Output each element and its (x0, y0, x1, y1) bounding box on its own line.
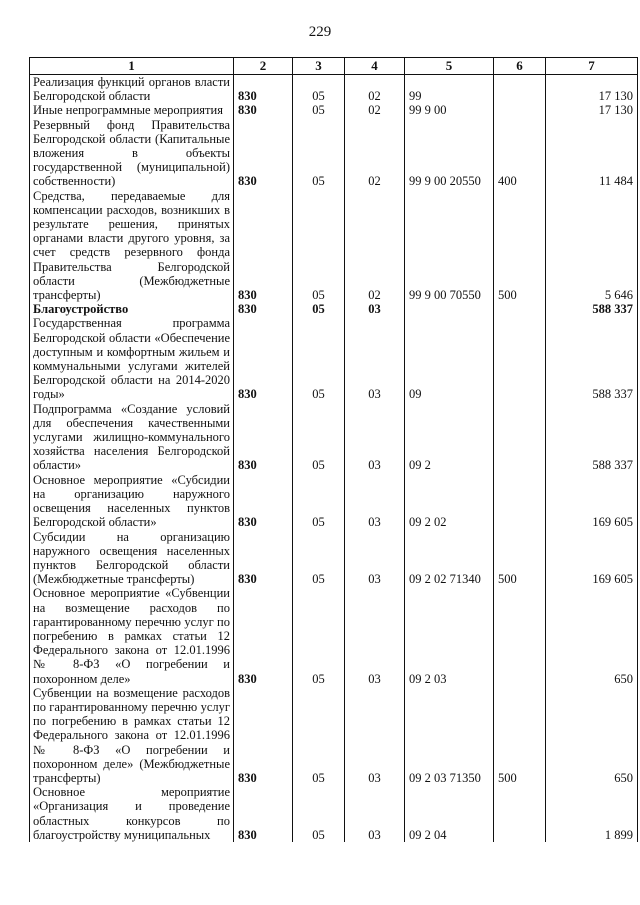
row-section: 05 (293, 586, 345, 685)
row-target-article: 99 9 00 (405, 103, 494, 117)
row-section: 05 (293, 686, 345, 785)
row-expense-type (494, 586, 546, 685)
row-subsection: 02 (345, 118, 405, 189)
row-ministry-code: 830 (234, 118, 293, 189)
row-subsection: 02 (345, 75, 405, 104)
row-amount: 17 130 (546, 103, 638, 117)
row-section: 05 (293, 530, 345, 587)
row-amount: 1 899 (546, 785, 638, 842)
table-row (30, 473, 638, 530)
row-expense-type (494, 402, 546, 473)
table-row (30, 586, 638, 685)
row-section: 05 (293, 75, 345, 104)
column-header: 5 (405, 58, 494, 75)
row-section: 05 (293, 103, 345, 117)
row-subsection: 03 (345, 473, 405, 530)
budget-table (29, 57, 638, 842)
row-target-article: 09 2 03 71350 (405, 686, 494, 785)
row-amount: 169 605 (546, 473, 638, 530)
row-ministry-code: 830 (234, 686, 293, 785)
row-description: Основное мероприятие «Субсидии на организацию наружного освещения населенных пунктов Белгородской области» (30, 473, 234, 530)
row-amount: 17 130 (546, 75, 638, 104)
row-description: Подпрограмма «Создание условий для обеспечения качественными услугами жилищно-коммунального хозяйства населения Белгородской области» (30, 402, 234, 473)
row-expense-type (494, 302, 546, 316)
row-expense-type (494, 103, 546, 117)
row-section: 05 (293, 473, 345, 530)
column-header: 7 (546, 58, 638, 75)
row-ministry-code: 830 (234, 473, 293, 530)
table-row (30, 530, 638, 587)
column-header: 2 (234, 58, 293, 75)
row-expense-type: 500 (494, 530, 546, 587)
page-number: 229 (308, 24, 332, 40)
table-row (30, 103, 638, 117)
row-subsection: 02 (345, 103, 405, 117)
row-description: Государственная программа Белгородской области «Обеспечение доступным и комфортным жильем и коммунальными услугами жителей Белгородской области на 2014-2020 годы» (30, 316, 234, 401)
row-target-article (405, 302, 494, 316)
row-description: Субсидии на организацию наружного освещения населенных пунктов Белгородской области (Межбюджетные трансферты) (30, 530, 234, 587)
row-subsection: 02 (345, 189, 405, 303)
table-row (30, 686, 638, 785)
row-target-article: 09 2 02 (405, 473, 494, 530)
row-description: Субвенции на возмещение расходов по гарантированному перечню услуг по погребению в рамках статьи 12 Федерального закона от 12.01.1996 № 8-ФЗ «О погребении и похоронном деле» (Межбюджетные трансферты) (30, 686, 234, 785)
row-subsection: 03 (345, 686, 405, 785)
row-section: 05 (293, 785, 345, 842)
column-header: 1 (30, 58, 234, 75)
row-expense-type (494, 316, 546, 401)
row-ministry-code: 830 (234, 402, 293, 473)
row-ministry-code: 830 (234, 103, 293, 117)
row-amount: 588 337 (546, 316, 638, 401)
row-subsection: 03 (345, 785, 405, 842)
row-target-article: 09 2 03 (405, 586, 494, 685)
row-expense-type (494, 473, 546, 530)
row-description: Реализация функций органов власти Белгородской области (30, 75, 234, 104)
row-target-article: 99 9 00 70550 (405, 189, 494, 303)
row-amount: 650 (546, 586, 638, 685)
row-amount: 169 605 (546, 530, 638, 587)
row-subsection: 03 (345, 530, 405, 587)
row-target-article: 99 (405, 75, 494, 104)
row-description: Основное мероприятие «Организация и проведение областных конкурсов по благоустройству муниципальных (30, 785, 234, 842)
row-ministry-code: 830 (234, 189, 293, 303)
row-expense-type: 400 (494, 118, 546, 189)
row-amount: 11 484 (546, 118, 638, 189)
row-ministry-code: 830 (234, 316, 293, 401)
row-subsection: 03 (345, 402, 405, 473)
row-ministry-code: 830 (234, 302, 293, 316)
row-description: Основное мероприятие «Субвенции на возмещение расходов по гарантированному перечню услуг по погребению в рамках статьи 12 Федерального закона от 12.01.1996 № 8-ФЗ «О погребении и похоронном деле» (30, 586, 234, 685)
row-expense-type (494, 785, 546, 842)
table-row (30, 75, 638, 104)
row-section: 05 (293, 189, 345, 303)
table-row (30, 189, 638, 303)
row-expense-type (494, 75, 546, 104)
row-amount: 588 337 (546, 402, 638, 473)
row-description: Резервный фонд Правительства Белгородской области (Капитальные вложения в объекты государственной (муниципальной) собственности) (30, 118, 234, 189)
row-ministry-code: 830 (234, 586, 293, 685)
row-expense-type: 500 (494, 686, 546, 785)
row-subsection: 03 (345, 302, 405, 316)
row-section: 05 (293, 302, 345, 316)
row-section: 05 (293, 118, 345, 189)
row-target-article: 99 9 00 20550 (405, 118, 494, 189)
table-row (30, 302, 638, 316)
row-section: 05 (293, 316, 345, 401)
row-target-article: 09 2 (405, 402, 494, 473)
row-ministry-code: 830 (234, 530, 293, 587)
row-expense-type: 500 (494, 189, 546, 303)
table-row (30, 316, 638, 401)
row-description: Благоустройство (30, 302, 234, 316)
table-row (30, 402, 638, 473)
row-subsection: 03 (345, 316, 405, 401)
row-ministry-code: 830 (234, 785, 293, 842)
row-description: Средства, передаваемые для компенсации расходов, возникших в результате решения, принятых органами власти другого уровня, за счет средств резервного фонда Правительства Белгородской области (Межбюджетные трансферты) (30, 189, 234, 303)
row-ministry-code: 830 (234, 75, 293, 104)
row-description: Иные непрограммные мероприятия (30, 103, 234, 117)
row-amount: 5 646 (546, 189, 638, 303)
column-header: 6 (494, 58, 546, 75)
header-row (30, 58, 638, 75)
table-row (30, 118, 638, 189)
row-target-article: 09 (405, 316, 494, 401)
row-target-article: 09 2 02 71340 (405, 530, 494, 587)
column-header: 4 (345, 58, 405, 75)
row-section: 05 (293, 402, 345, 473)
table-row (30, 785, 638, 842)
column-header: 3 (293, 58, 345, 75)
row-amount: 650 (546, 686, 638, 785)
row-subsection: 03 (345, 586, 405, 685)
row-amount: 588 337 (546, 302, 638, 316)
row-target-article: 09 2 04 (405, 785, 494, 842)
